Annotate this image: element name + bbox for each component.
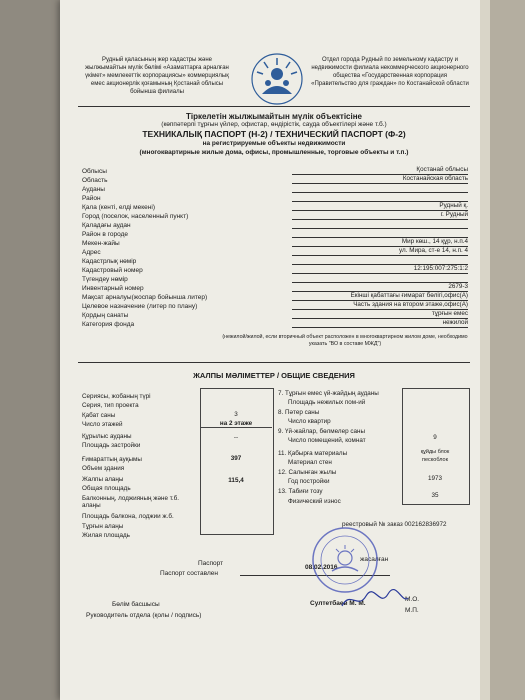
- head-name: Султетбаев М. М.: [310, 600, 366, 607]
- field-label: Қала (кенті, елді мекені): [82, 204, 155, 211]
- field-label: Қаладағы аудан: [82, 222, 131, 229]
- signature-scribble-icon: [340, 588, 410, 613]
- compiled-kz-label: жасалған: [360, 556, 389, 563]
- general-section-title: ЖАЛПЫ МӘЛІМЕТТЕР / ОБЩИЕ СВЕДЕНИЯ: [193, 371, 355, 380]
- right-label: 11. Қабырға материалы: [278, 450, 348, 457]
- left-label: Общая площадь: [82, 485, 131, 492]
- round-seal-stamp-icon: [310, 525, 380, 595]
- field-value: [292, 220, 468, 229]
- left-label: Балконның, лоджияның және т.б. алаңы: [82, 495, 179, 509]
- field-value: Екінші қабаттағы ғимарат бөлігі,офис(А): [292, 292, 468, 301]
- title-ru-sub: (многоквартирные жилые дома, офисы, промышленные, торговые объекты и т.п.): [139, 149, 409, 156]
- field-label: Область: [82, 177, 108, 184]
- field-value: 12:195:007:275:1:2: [292, 265, 468, 274]
- head-kz-label: Бөлім басшысы: [112, 601, 160, 608]
- right-label: 9. Үй-жайлар, бөлмелер саны: [278, 428, 366, 435]
- passport-kz-label: Паспорт: [198, 560, 224, 567]
- field-label: Целевое назначение (литер по плану): [82, 303, 198, 310]
- field-value: 2679-3: [292, 283, 468, 292]
- left-label: Жилая площадь: [82, 532, 130, 539]
- left-value: на 2 этаже: [200, 420, 272, 428]
- field-label: Мекен-жайы: [82, 240, 120, 247]
- field-label: Район в городе: [82, 231, 128, 238]
- left-label: Сериясы, жобаның түрі: [82, 393, 151, 400]
- document-page: [60, 0, 480, 700]
- field-value: нежилой: [292, 319, 468, 328]
- right-label: Год постройки: [288, 478, 330, 485]
- field-label: Мақсат арналуы(жоспар бойынша литер): [82, 294, 208, 301]
- field-value: ул. Мира, ст-е 14, н.п. 4: [292, 247, 468, 256]
- right-value: пескоблок: [422, 457, 448, 463]
- background-cover: [490, 0, 525, 700]
- passport-date: 08.02.2016: [305, 564, 338, 571]
- left-label: Қабат саны: [82, 412, 116, 419]
- right-label: 7. Тұрғын емес үй-жайдың ауданы: [278, 390, 379, 397]
- field-value: тұрғын емес: [292, 310, 468, 319]
- field-label: Адрес: [82, 249, 101, 256]
- field-label: Қордың санаты: [82, 312, 129, 319]
- field-value: г. Рудный: [292, 211, 468, 220]
- field-label: Кадастрлық нөмір: [82, 258, 137, 265]
- field-label: Район: [82, 195, 101, 202]
- page-edge: [480, 0, 490, 700]
- left-label: Число этажей: [82, 421, 123, 428]
- right-value-box: [402, 388, 470, 505]
- left-value: 397: [230, 455, 242, 462]
- right-value: 9: [433, 434, 437, 441]
- title-main: ТЕХНИКАЛЫҚ ПАСПОРТ (Н-2) / ТЕХНИЧЕСКИЙ ПАСПОРТ (Ф-2): [142, 129, 406, 139]
- right-value: 35: [431, 492, 439, 499]
- field-label: Түгендеу нөмір: [82, 276, 128, 283]
- left-value: 115,4: [228, 477, 244, 484]
- field-value: [292, 274, 468, 283]
- mp-label: М.П.: [405, 607, 419, 614]
- left-label: Жалпы алаңы: [82, 476, 124, 483]
- field-value: Костанайская область: [292, 175, 468, 184]
- left-label: Объем здания: [82, 465, 125, 472]
- field-value: [292, 229, 468, 238]
- registry-number: реестровый № заказ 002162836972: [342, 521, 447, 528]
- right-value: 1973: [427, 475, 442, 482]
- field-value: Рудный қ.: [292, 202, 468, 211]
- field-label: Город (поселок, населенный пункт): [82, 213, 189, 220]
- field-label: Облысы: [82, 168, 107, 175]
- right-label: Физический износ: [288, 498, 341, 505]
- left-label: Площадь балкона, лоджии ж.б.: [82, 513, 174, 520]
- category-footnote: (нежилой/жилой, если вторичный объект расположен в многоквартирном жилом доме, необходимо указать "ВО в составе МЖД"): [222, 334, 468, 347]
- field-value: Қостанай облысы: [292, 166, 468, 175]
- field-label: Ауданы: [82, 186, 105, 193]
- left-value: --: [233, 434, 239, 441]
- left-label: Серия, тип проекта: [82, 402, 139, 409]
- title-ru: на регистрируемые объекты недвижимости: [202, 140, 346, 147]
- passport-ru-label: Паспорт составлен: [160, 570, 218, 577]
- left-label: Ғимараттың ауқымы: [82, 456, 142, 463]
- field-label: Кадастровый номер: [82, 267, 143, 274]
- right-label: 13. Табиғи тозу: [278, 488, 323, 495]
- title-kz: Тіркелетін жылжымайтын мүлік объектісіне: [185, 112, 363, 121]
- field-label: Инвентарный номер: [82, 285, 144, 292]
- mo-label: М.О.: [405, 596, 420, 603]
- right-label: Материал стен: [288, 459, 332, 466]
- field-value: [292, 193, 468, 202]
- right-label: 12. Салынған жылы: [278, 469, 337, 476]
- left-label: Тұрғын алаңы: [82, 523, 124, 530]
- header-right-text: Отдел города Рудный по земельному кадастру и недвижимости филиала некоммерческого акционерного общества «Государственная корпорация «Правительство для граждан» по Костанайской области: [311, 57, 469, 87]
- sun-family-logo-icon: [250, 52, 304, 106]
- right-label: Площадь нежилых пом-ий: [288, 399, 366, 406]
- left-label: Құрылыс ауданы: [82, 433, 132, 440]
- right-value: құйды блок: [420, 449, 450, 455]
- title-kz-sub: (көппәтерлі тұрғын үйлер, офистар, өндірістік, сауда объектілері және т.б.): [161, 121, 387, 128]
- right-label: 8. Пәтер саны: [278, 409, 320, 416]
- head-ru-label: Руководитель отдела (қолы / подпись): [86, 612, 202, 619]
- header-left-text: Рудный қаласының жер кадастры және жылжымайтын мүлік бөлімі «Азаматтарға арналған үкімет» мемлекеттік корпорациясы» коммерциялық емес акционерлік қоғамының Қостанай облысы бойынша филиалы: [85, 57, 229, 95]
- header-divider: [78, 106, 470, 107]
- field-value: Мир көш., 14 құр, н.п.4: [292, 238, 468, 247]
- right-label: Число квартир: [288, 418, 331, 425]
- left-label: Площадь застройки: [82, 442, 141, 449]
- right-label: Число помещений, комнат: [288, 437, 366, 444]
- left-value: 3: [234, 411, 238, 418]
- field-value: Часть здания на втором этаже,офис(А): [292, 301, 468, 310]
- field-value: [292, 184, 468, 193]
- section-divider: [78, 362, 470, 363]
- field-value: [292, 256, 468, 265]
- field-label: Категория фонда: [82, 321, 135, 328]
